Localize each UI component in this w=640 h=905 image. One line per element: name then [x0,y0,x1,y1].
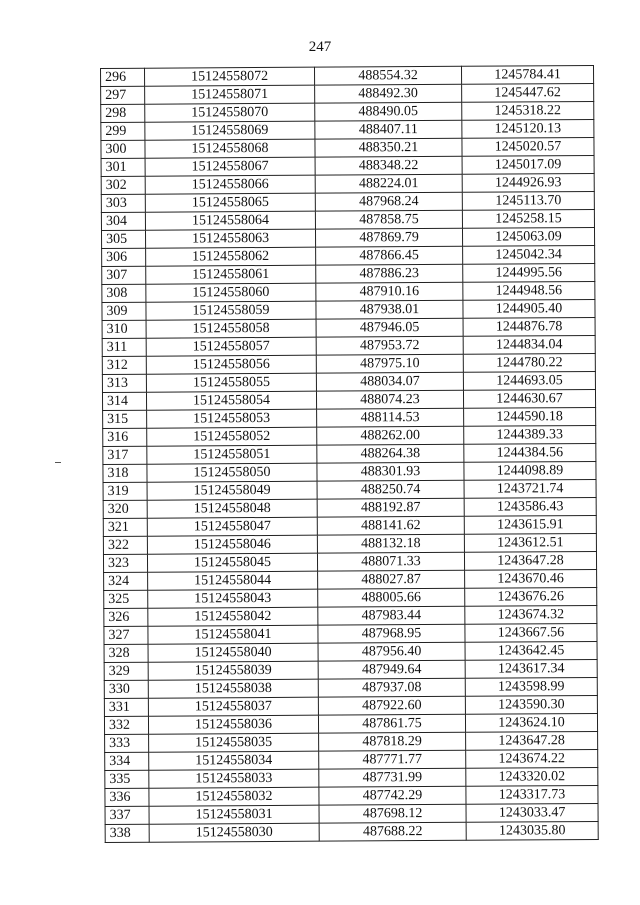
row-number-cell: 299 [101,122,145,140]
y-coordinate-cell: 1245258.15 [462,209,594,228]
row-number-cell: 322 [103,536,147,554]
point-id-cell: 15124558037 [148,697,318,716]
y-coordinate-cell: 1244926.93 [462,173,594,192]
x-coordinate-cell: 488348.22 [315,156,462,175]
row-number-cell: 326 [104,608,148,626]
point-id-cell: 15124558045 [147,553,317,572]
point-id-cell: 15124558065 [145,193,315,212]
table-row [102,263,595,284]
point-id-cell: 15124558072 [145,67,315,86]
table-row [102,389,595,410]
point-id-cell: 15124558060 [146,283,316,302]
y-coordinate-cell: 1243615.91 [464,515,596,534]
table-row [104,587,597,608]
row-number-cell: 308 [102,284,146,302]
y-coordinate-cell: 1243035.80 [466,821,598,840]
x-coordinate-cell: 487953.72 [316,336,463,355]
row-number-cell: 337 [105,806,149,824]
table-row [101,101,594,122]
point-id-cell: 15124558040 [148,643,318,662]
row-number-cell: 304 [101,212,145,230]
point-id-cell: 15124558062 [146,247,316,266]
y-coordinate-cell: 1244834.04 [463,335,595,354]
table-row [104,569,597,590]
table-row [102,335,595,356]
point-id-cell: 15124558066 [145,175,315,194]
point-id-cell: 15124558046 [147,535,317,554]
row-number-cell: 330 [104,680,148,698]
point-id-cell: 15124558052 [147,427,317,446]
table-row [104,677,597,698]
table-row [101,65,594,86]
table-row [101,83,594,104]
x-coordinate-cell: 487731.99 [319,768,466,787]
point-id-cell: 15124558032 [149,787,319,806]
point-id-cell: 15124558035 [149,733,319,752]
row-number-cell: 303 [101,194,145,212]
point-id-cell: 15124558041 [148,625,318,644]
coordinates-table [100,65,599,843]
table-row [103,461,596,482]
x-coordinate-cell: 487949.64 [318,660,465,679]
x-coordinate-cell: 488132.18 [317,534,464,553]
point-id-cell: 15124558048 [147,499,317,518]
point-id-cell: 15124558030 [149,823,319,842]
row-number-cell: 321 [103,518,147,536]
row-number-cell: 306 [102,248,146,266]
point-id-cell: 15124558057 [146,337,316,356]
x-coordinate-cell: 487869.79 [315,228,462,247]
y-coordinate-cell: 1243586.43 [464,497,596,516]
point-id-cell: 15124558038 [148,679,318,698]
x-coordinate-cell: 487818.29 [319,732,466,751]
y-coordinate-cell: 1245063.09 [462,227,594,246]
row-number-cell: 333 [105,734,149,752]
x-coordinate-cell: 487968.24 [315,192,462,211]
x-coordinate-cell: 488350.21 [315,138,462,157]
y-coordinate-cell: 1243647.28 [464,551,596,570]
y-coordinate-cell: 1245784.41 [461,65,593,84]
y-coordinate-cell: 1243676.26 [465,587,597,606]
point-id-cell: 15124558033 [149,769,319,788]
scan-mark [55,462,61,463]
y-coordinate-cell: 1244630.67 [463,389,595,408]
y-coordinate-cell: 1243674.32 [465,605,597,624]
table-row [103,551,596,572]
table-row [105,803,598,824]
table-row [102,317,595,338]
x-coordinate-cell: 487946.05 [316,318,463,337]
row-number-cell: 320 [103,500,147,518]
row-number-cell: 334 [105,752,149,770]
table-row [104,695,597,716]
x-coordinate-cell: 488114.53 [317,408,464,427]
row-number-cell: 302 [101,176,145,194]
y-coordinate-cell: 1245120.13 [462,119,594,138]
row-number-cell: 329 [104,662,148,680]
y-coordinate-cell: 1245113.70 [462,191,594,210]
x-coordinate-cell: 488192.87 [317,498,464,517]
table-row [105,731,598,752]
table-row [104,659,597,680]
x-coordinate-cell: 488492.30 [315,84,462,103]
x-coordinate-cell: 487858.75 [315,210,462,229]
table-row [101,155,594,176]
table-row [105,767,598,788]
table-row [102,299,595,320]
x-coordinate-cell: 487866.45 [316,246,463,265]
row-number-cell: 335 [105,770,149,788]
point-id-cell: 15124558053 [147,409,317,428]
y-coordinate-cell: 1244876.78 [463,317,595,336]
point-id-cell: 15124558071 [145,85,315,104]
y-coordinate-cell: 1244590.18 [464,407,596,426]
y-coordinate-cell: 1244905.40 [463,299,595,318]
y-coordinate-cell: 1244389.33 [464,425,596,444]
x-coordinate-cell: 488554.32 [314,66,461,85]
row-number-cell: 298 [101,104,145,122]
y-coordinate-cell: 1243590.30 [465,695,597,714]
y-coordinate-cell: 1243320.02 [466,767,598,786]
table-row [101,119,594,140]
table-row [103,515,596,536]
point-id-cell: 15124558056 [146,355,316,374]
y-coordinate-cell: 1243647.28 [466,731,598,750]
table-row [103,533,596,554]
y-coordinate-cell: 1244098.89 [464,461,596,480]
y-coordinate-cell: 1244384.56 [464,443,596,462]
y-coordinate-cell: 1243721.74 [464,479,596,498]
x-coordinate-cell: 487956.40 [318,642,465,661]
point-id-cell: 15124558054 [146,391,316,410]
x-coordinate-cell: 487886.23 [316,264,463,283]
y-coordinate-cell: 1244780.22 [463,353,595,372]
y-coordinate-cell: 1243617.34 [465,659,597,678]
row-number-cell: 324 [104,572,148,590]
point-id-cell: 15124558055 [146,373,316,392]
y-coordinate-cell: 1243670.46 [465,569,597,588]
y-coordinate-cell: 1243667.56 [465,623,597,642]
point-id-cell: 15124558070 [145,103,315,122]
table-row [102,371,595,392]
page-number: 247 [308,39,332,55]
row-number-cell: 307 [102,266,146,284]
y-coordinate-cell: 1243317.73 [466,785,598,804]
x-coordinate-cell: 488407.11 [315,120,462,139]
y-coordinate-cell: 1244995.56 [463,263,595,282]
x-coordinate-cell: 487922.60 [318,696,465,715]
row-number-cell: 305 [101,230,145,248]
point-id-cell: 15124558043 [148,589,318,608]
x-coordinate-cell: 488071.33 [317,552,464,571]
point-id-cell: 15124558039 [148,661,318,680]
point-id-cell: 15124558049 [147,481,317,500]
y-coordinate-cell: 1245447.62 [462,83,594,102]
x-coordinate-cell: 488005.66 [318,588,465,607]
row-number-cell: 319 [103,482,147,500]
table-row [103,443,596,464]
x-coordinate-cell: 488027.87 [318,570,465,589]
x-coordinate-cell: 488074.23 [316,390,463,409]
y-coordinate-cell: 1245042.34 [463,245,595,264]
table-row [104,713,597,734]
y-coordinate-cell: 1243642.45 [465,641,597,660]
table-row [102,353,595,374]
x-coordinate-cell: 487938.01 [316,300,463,319]
row-number-cell: 325 [104,590,148,608]
x-coordinate-cell: 487983.44 [318,606,465,625]
row-number-cell: 331 [104,698,148,716]
y-coordinate-cell: 1243674.22 [466,749,598,768]
row-number-cell: 323 [103,554,147,572]
table-row [104,605,597,626]
row-number-cell: 318 [103,464,147,482]
row-number-cell: 300 [101,140,145,158]
x-coordinate-cell: 488490.05 [315,102,462,121]
y-coordinate-cell: 1245020.57 [462,137,594,156]
table-row [103,425,596,446]
point-id-cell: 15124558042 [148,607,318,626]
row-number-cell: 316 [103,428,147,446]
point-id-cell: 15124558051 [147,445,317,464]
row-number-cell: 301 [101,158,145,176]
table-row [105,749,598,770]
point-id-cell: 15124558061 [146,265,316,284]
x-coordinate-cell: 487861.75 [318,714,465,733]
y-coordinate-cell: 1244948.56 [463,281,595,300]
table-row [102,281,595,302]
row-number-cell: 312 [102,356,146,374]
row-number-cell: 297 [101,86,145,104]
row-number-cell: 309 [102,302,146,320]
y-coordinate-cell: 1243033.47 [466,803,598,822]
y-coordinate-cell: 1244693.05 [463,371,595,390]
row-number-cell: 317 [103,446,147,464]
row-number-cell: 327 [104,626,148,644]
row-number-cell: 314 [102,392,146,410]
point-id-cell: 15124558069 [145,121,315,140]
y-coordinate-cell: 1245017.09 [462,155,594,174]
y-coordinate-cell: 1243598.99 [465,677,597,696]
point-id-cell: 15124558050 [147,463,317,482]
y-coordinate-cell: 1243612.51 [464,533,596,552]
point-id-cell: 15124558044 [148,571,318,590]
point-id-cell: 15124558059 [146,301,316,320]
point-id-cell: 15124558047 [147,517,317,536]
table-row [102,245,595,266]
x-coordinate-cell: 488262.00 [317,426,464,445]
x-coordinate-cell: 488141.62 [317,516,464,535]
x-coordinate-cell: 488250.74 [317,480,464,499]
x-coordinate-cell: 487910.16 [316,282,463,301]
point-id-cell: 15124558034 [149,751,319,770]
x-coordinate-cell: 487742.29 [319,786,466,805]
row-number-cell: 313 [102,374,146,392]
x-coordinate-cell: 488301.93 [317,462,464,481]
table-row [103,497,596,518]
y-coordinate-cell: 1245318.22 [462,101,594,120]
table-row [101,227,594,248]
table-row [105,785,598,806]
table-body [101,65,599,842]
row-number-cell: 338 [105,824,149,842]
table-row [105,821,598,842]
x-coordinate-cell: 487771.77 [319,750,466,769]
point-id-cell: 15124558031 [149,805,319,824]
row-number-cell: 311 [102,338,146,356]
point-id-cell: 15124558036 [148,715,318,734]
row-number-cell: 315 [103,410,147,428]
table-row [101,137,594,158]
row-number-cell: 332 [104,716,148,734]
x-coordinate-cell: 487968.95 [318,624,465,643]
x-coordinate-cell: 488034.07 [316,372,463,391]
row-number-cell: 296 [101,68,145,86]
y-coordinate-cell: 1243624.10 [465,713,597,732]
x-coordinate-cell: 488224.01 [315,174,462,193]
point-id-cell: 15124558063 [145,229,315,248]
x-coordinate-cell: 488264.38 [317,444,464,463]
x-coordinate-cell: 487975.10 [316,354,463,373]
row-number-cell: 328 [104,644,148,662]
table-row [101,191,594,212]
table-row [101,173,594,194]
point-id-cell: 15124558067 [145,157,315,176]
point-id-cell: 15124558068 [145,139,315,158]
x-coordinate-cell: 487698.12 [319,804,466,823]
table-row [103,407,596,428]
table-row [104,623,597,644]
row-number-cell: 336 [105,788,149,806]
table-row [101,209,594,230]
x-coordinate-cell: 487688.22 [319,822,466,841]
table-row [103,479,596,500]
table-row [104,641,597,662]
point-id-cell: 15124558064 [145,211,315,230]
point-id-cell: 15124558058 [146,319,316,338]
x-coordinate-cell: 487937.08 [318,678,465,697]
row-number-cell: 310 [102,320,146,338]
